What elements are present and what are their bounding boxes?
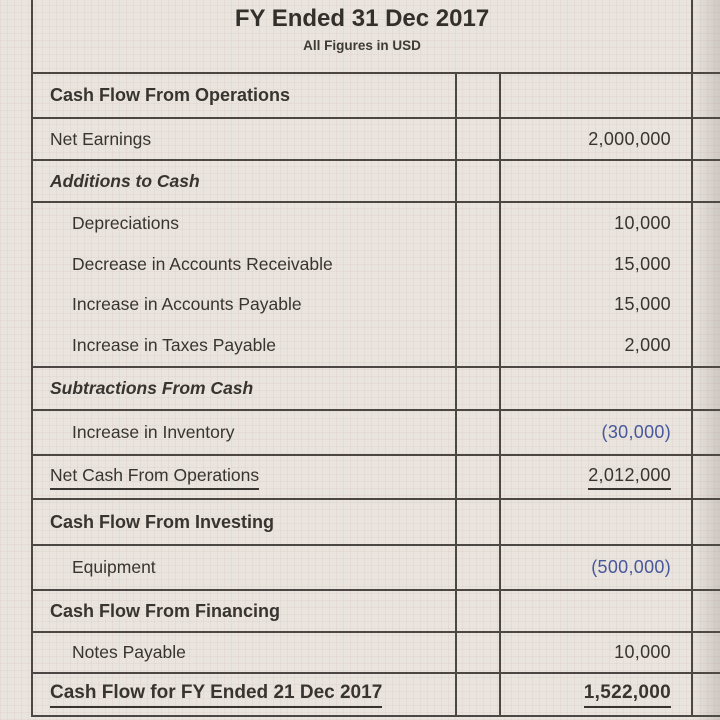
label-cell	[33, 368, 457, 409]
table-row-group-3	[33, 203, 720, 368]
label-cell	[33, 203, 457, 366]
table-row-net-earnings	[33, 119, 720, 161]
row-label: Cash Flow From Investing	[50, 511, 275, 532]
table-row-notes-payable	[33, 633, 720, 674]
spacer-cell	[457, 161, 501, 201]
spacer-cell	[457, 456, 501, 498]
overflow-cell	[693, 546, 720, 589]
overflow-cell	[693, 119, 720, 159]
label-cell	[33, 500, 457, 544]
table-row-net-cash-from-operations	[33, 456, 720, 500]
overflow-cell	[693, 411, 720, 454]
row-label: Increase in Taxes Payable	[72, 335, 276, 356]
row-label: Cash Flow for FY Ended 21 Dec 2017	[50, 682, 382, 708]
row-amount: 2,000	[624, 335, 671, 356]
row-amount: 1,522,000	[584, 682, 671, 708]
spacer-cell	[457, 633, 501, 672]
row-label: Equipment	[72, 557, 156, 577]
amount-cell	[501, 119, 693, 159]
table-row-cash-flow-from-operations	[33, 74, 720, 119]
amount-cell	[501, 203, 693, 366]
table-row-equipment	[33, 546, 720, 591]
label-cell	[33, 411, 457, 454]
overflow-cell	[693, 368, 720, 409]
overflow-cell	[693, 500, 720, 544]
statement-subtitle: All Figures in USD	[303, 38, 421, 53]
row-amount: (500,000)	[591, 557, 671, 577]
row-amount: 10,000	[614, 642, 671, 662]
row-label: Cash Flow From Operations	[50, 85, 291, 105]
overflow-cell	[693, 674, 720, 715]
cash-flow-table	[31, 0, 720, 717]
overflow-cell	[693, 456, 720, 498]
row-label: Depreciations	[72, 212, 179, 233]
row-label: Additions to Cash	[50, 170, 200, 191]
table-row-cash-flow-from-financing	[33, 591, 720, 633]
label-cell	[33, 456, 457, 498]
row-amount: (30,000)	[601, 422, 671, 442]
group-line-amount	[501, 325, 671, 366]
amount-cell	[501, 500, 693, 544]
group-line-amount	[501, 244, 671, 285]
table-header-cell	[33, 0, 693, 72]
amount-cell	[501, 546, 693, 589]
spacer-cell	[457, 674, 501, 715]
amount-cell	[501, 633, 693, 672]
group-line	[50, 285, 455, 326]
table-header-row	[33, 0, 720, 74]
table-row-increase-in-inventory	[33, 411, 720, 456]
table-row-cash-flow-from-investing	[33, 500, 720, 546]
row-label: Subtractions From Cash	[50, 378, 254, 398]
label-cell	[33, 546, 457, 589]
amount-cell	[501, 368, 693, 409]
label-cell	[33, 633, 457, 672]
row-label: Net Earnings	[50, 128, 152, 149]
amount-cell	[501, 591, 693, 631]
overflow-cell	[693, 633, 720, 672]
group-line	[50, 325, 455, 366]
row-label: Increase in Accounts Payable	[72, 294, 302, 315]
overflow-cell	[693, 161, 720, 201]
row-amount: 10,000	[614, 212, 671, 233]
spacer-cell	[457, 74, 501, 117]
spacer-cell	[457, 203, 501, 366]
table-row-cash-flow-for-fy-ended-21-dec-2017	[33, 674, 720, 717]
label-cell	[33, 591, 457, 631]
amount-cell	[501, 74, 693, 117]
spacer-cell	[457, 546, 501, 589]
label-cell	[33, 674, 457, 715]
overflow-cell	[693, 74, 720, 117]
spacer-cell	[457, 411, 501, 454]
group-line	[50, 203, 455, 244]
spacer-cell	[457, 368, 501, 409]
amount-cell	[501, 161, 693, 201]
spacer-cell	[457, 591, 501, 631]
row-label: Cash Flow From Financing	[50, 600, 281, 621]
spacer-cell	[457, 500, 501, 544]
amount-cell	[501, 456, 693, 498]
row-label: Net Cash From Operations	[50, 465, 259, 490]
row-amount: 2,012,000	[588, 465, 671, 490]
table-row-additions-to-cash	[33, 161, 720, 203]
overflow-cell	[693, 591, 720, 631]
row-label: Decrease in Accounts Receivable	[72, 253, 333, 274]
label-cell	[33, 161, 457, 201]
statement-title: FY Ended 31 Dec 2017	[234, 5, 490, 32]
table-row-subtractions-from-cash	[33, 368, 720, 411]
row-amount: 15,000	[614, 253, 671, 274]
table-body	[33, 74, 720, 717]
row-label: Increase in Inventory	[72, 422, 235, 442]
amount-cell	[501, 411, 693, 454]
label-cell	[33, 74, 457, 117]
header-overflow-cell	[693, 0, 720, 72]
group-line-amount	[501, 203, 671, 244]
group-line-amount	[501, 285, 671, 326]
label-cell	[33, 119, 457, 159]
row-amount: 2,000,000	[588, 128, 671, 149]
spacer-cell	[457, 119, 501, 159]
row-amount: 15,000	[614, 294, 671, 315]
amount-cell	[501, 674, 693, 715]
row-label: Notes Payable	[72, 642, 186, 662]
group-line	[50, 244, 455, 285]
overflow-cell	[693, 203, 720, 366]
